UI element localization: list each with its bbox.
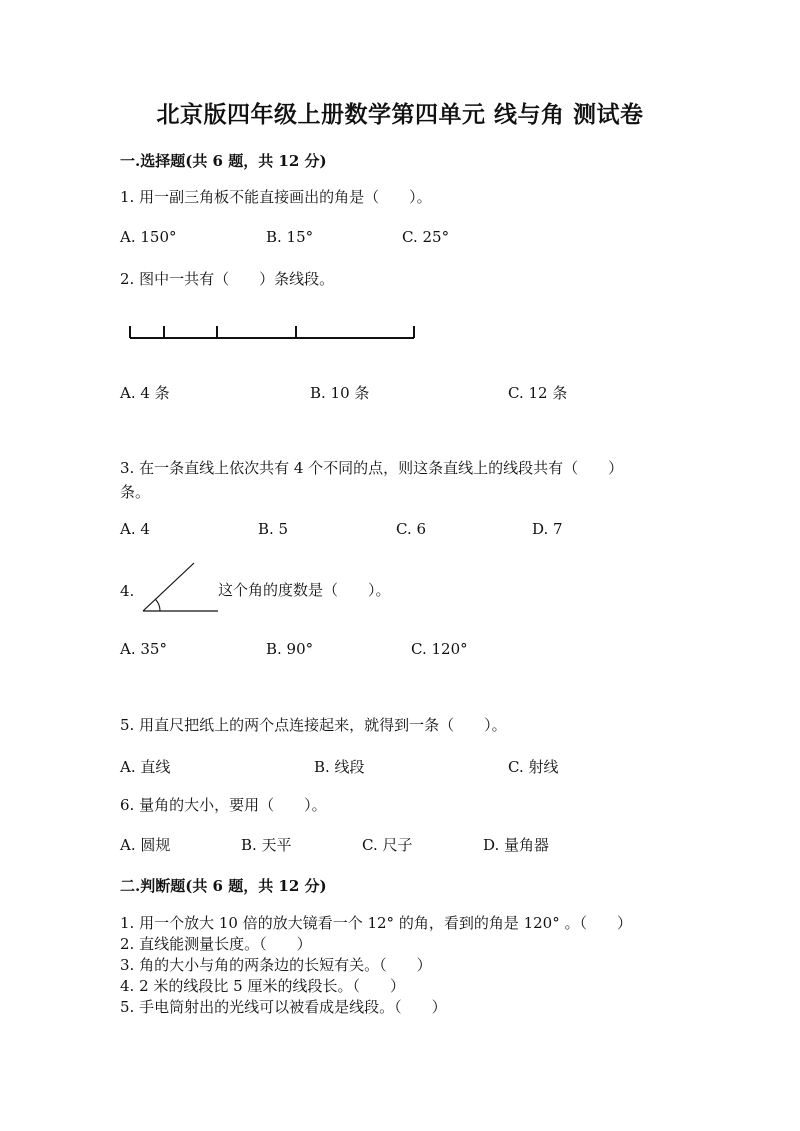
judge-item-1: 1. 用一个放大 10 倍的放大镜看一个 12° 的角，看到的角是 120° 。（ ） (120, 914, 632, 932)
question-4-text: 这个角的度数是（ ）。 (218, 581, 391, 599)
q6-option-a: A. 圆规 (120, 836, 171, 854)
q2-option-c: C. 12 条 (508, 384, 568, 402)
q2-option-a: A. 4 条 (120, 384, 170, 402)
q1-option-a: A. 150° (120, 228, 177, 246)
q1-option-c: C. 25° (402, 228, 450, 246)
q2-option-b: B. 10 条 (310, 384, 370, 402)
section-heading-choice: 一.选择题(共 6 题，共 12 分) (120, 152, 327, 170)
question-5-text: 5. 用直尺把纸上的两个点连接起来，就得到一条（ ）。 (120, 716, 507, 734)
q1-option-b: B. 15° (266, 228, 314, 246)
judge-item-2: 2. 直线能测量长度。（ ） (120, 935, 312, 953)
angle-arc (155, 599, 160, 611)
line-segment-figure (128, 322, 418, 342)
q5-option-c: C. 射线 (508, 758, 559, 776)
q3-option-b: B. 5 (258, 520, 289, 538)
question-1-text: 1. 用一副三角板不能直接画出的角是（ ）。 (120, 188, 432, 206)
question-2-text: 2. 图中一共有（ ）条线段。 (120, 270, 335, 288)
angle-figure (140, 560, 222, 616)
q3-option-c: C. 6 (396, 520, 427, 538)
q6-option-d: D. 量角器 (483, 836, 550, 854)
q3-option-a: A. 4 (120, 520, 150, 538)
q6-option-c: C. 尺子 (362, 836, 413, 854)
judge-item-4: 4. 2 米的线段比 5 厘米的线段长。（ ） (120, 977, 405, 995)
q4-option-c: C. 120° (411, 640, 468, 658)
q6-option-b: B. 天平 (241, 836, 292, 854)
judge-item-3: 3. 角的大小与角的两条边的长短有关。（ ） (120, 956, 432, 974)
question-4-number: 4. (120, 582, 135, 600)
section-heading-judge: 二.判断题(共 6 题，共 12 分) (120, 877, 327, 895)
judge-item-5: 5. 手电筒射出的光线可以被看成是线段。（ ） (120, 998, 447, 1016)
angle-slanted-ray (143, 563, 194, 611)
question-3-text-line2: 条。 (120, 483, 151, 501)
q5-option-b: B. 线段 (314, 758, 365, 776)
q4-option-b: B. 90° (266, 640, 314, 658)
page-title: 北京版四年级上册数学第四单元 线与角 测试卷 (156, 101, 644, 128)
question-6-text: 6. 量角的大小，要用（ ）。 (120, 796, 327, 814)
question-3-text-line1: 3. 在一条直线上依次共有 4 个不同的点，则这条直线上的线段共有（ ） (120, 459, 624, 477)
q4-option-a: A. 35° (120, 640, 167, 658)
q5-option-a: A. 直线 (120, 758, 171, 776)
q3-option-d: D. 7 (532, 520, 563, 538)
